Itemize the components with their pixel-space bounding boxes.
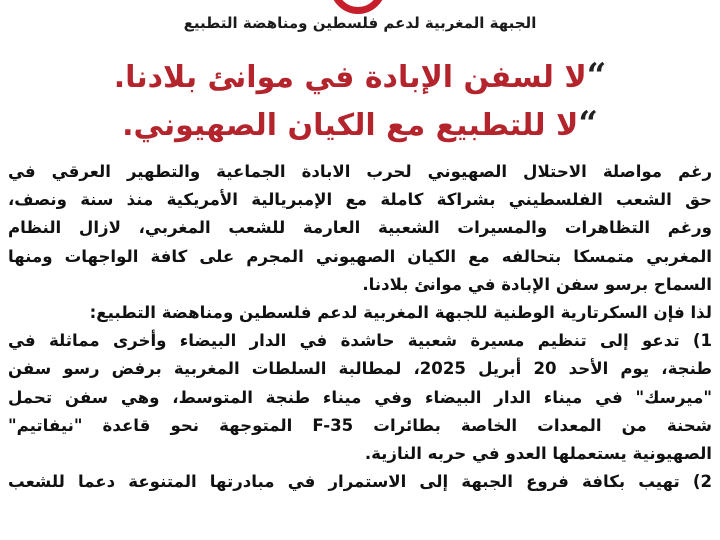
- body-line: "ميرسك" في ميناء الدار البيضاء وفي ميناء طنجة المتوسط، وهي سفن تحمل: [8, 387, 712, 407]
- body-line: شحنة من المعدات الخاصة بطائرات F-35 المتوجهة نحو قاعدة "نيفاتيم": [8, 415, 712, 435]
- body-line: رغم مواصلة الاحتلال الصهيوني لحرب الابادة الجماعية والتطهير العرقي في: [8, 162, 712, 181]
- opening-quote-mark: “: [578, 104, 598, 144]
- body-line: لذا فإن السكرتارية الوطنية للجبهة المغربية لدعم فلسطين ومناهضة التطبيع:: [89, 303, 712, 323]
- slogan-text-1: لا لسفن الإبادة في موانئ بلادنا.: [113, 60, 587, 95]
- statement-body: [8, 158, 712, 496]
- body-line: الصهيونية يستعملها العدو في حربه النازية.: [364, 444, 712, 464]
- slogan-text-2: لا للتطبيع مع الكيان الصهيوني.: [122, 108, 579, 143]
- body-line: المغربي متمسكا بتحالفه مع الكيان الصهيوني المجرم على كافة الواجهات ومنها: [8, 246, 712, 266]
- slogan-line-2: [0, 104, 720, 146]
- opening-quote-mark: “: [586, 56, 607, 96]
- body-line: ورغم التظاهرات والمسيرات الشعبية العارمة للشعب المغربي، لازال النظام: [8, 218, 712, 238]
- body-line: حق الشعب الفلسطيني بشراكة كاملة مع الإمبريالية الأمريكية منذ سنة ونصف،: [8, 190, 712, 210]
- body-line: 2) تهيب بكافة فروع الجبهة إلى الاستمرار في مبادرتها المتنوعة دعما للشعب: [8, 472, 712, 492]
- body-line: 1) تدعو إلى تنظيم مسيرة شعبية حاشدة في الدار البيضاء وأخرى مماثلة في: [8, 331, 712, 351]
- organization-logo: [330, 0, 386, 14]
- organization-name: الجبهة المغربية لدعم فلسطين ومناهضة التطبيع: [183, 14, 537, 32]
- body-line: طنجة، يوم الأحد 20 أبريل 2025، لمطالبة السلطات المغربية برفض رسو سفن: [8, 359, 713, 379]
- body-line: السماح برسو سفن الإبادة في موانئ بلادنا.: [362, 274, 712, 294]
- slogan-line-1: [0, 56, 720, 98]
